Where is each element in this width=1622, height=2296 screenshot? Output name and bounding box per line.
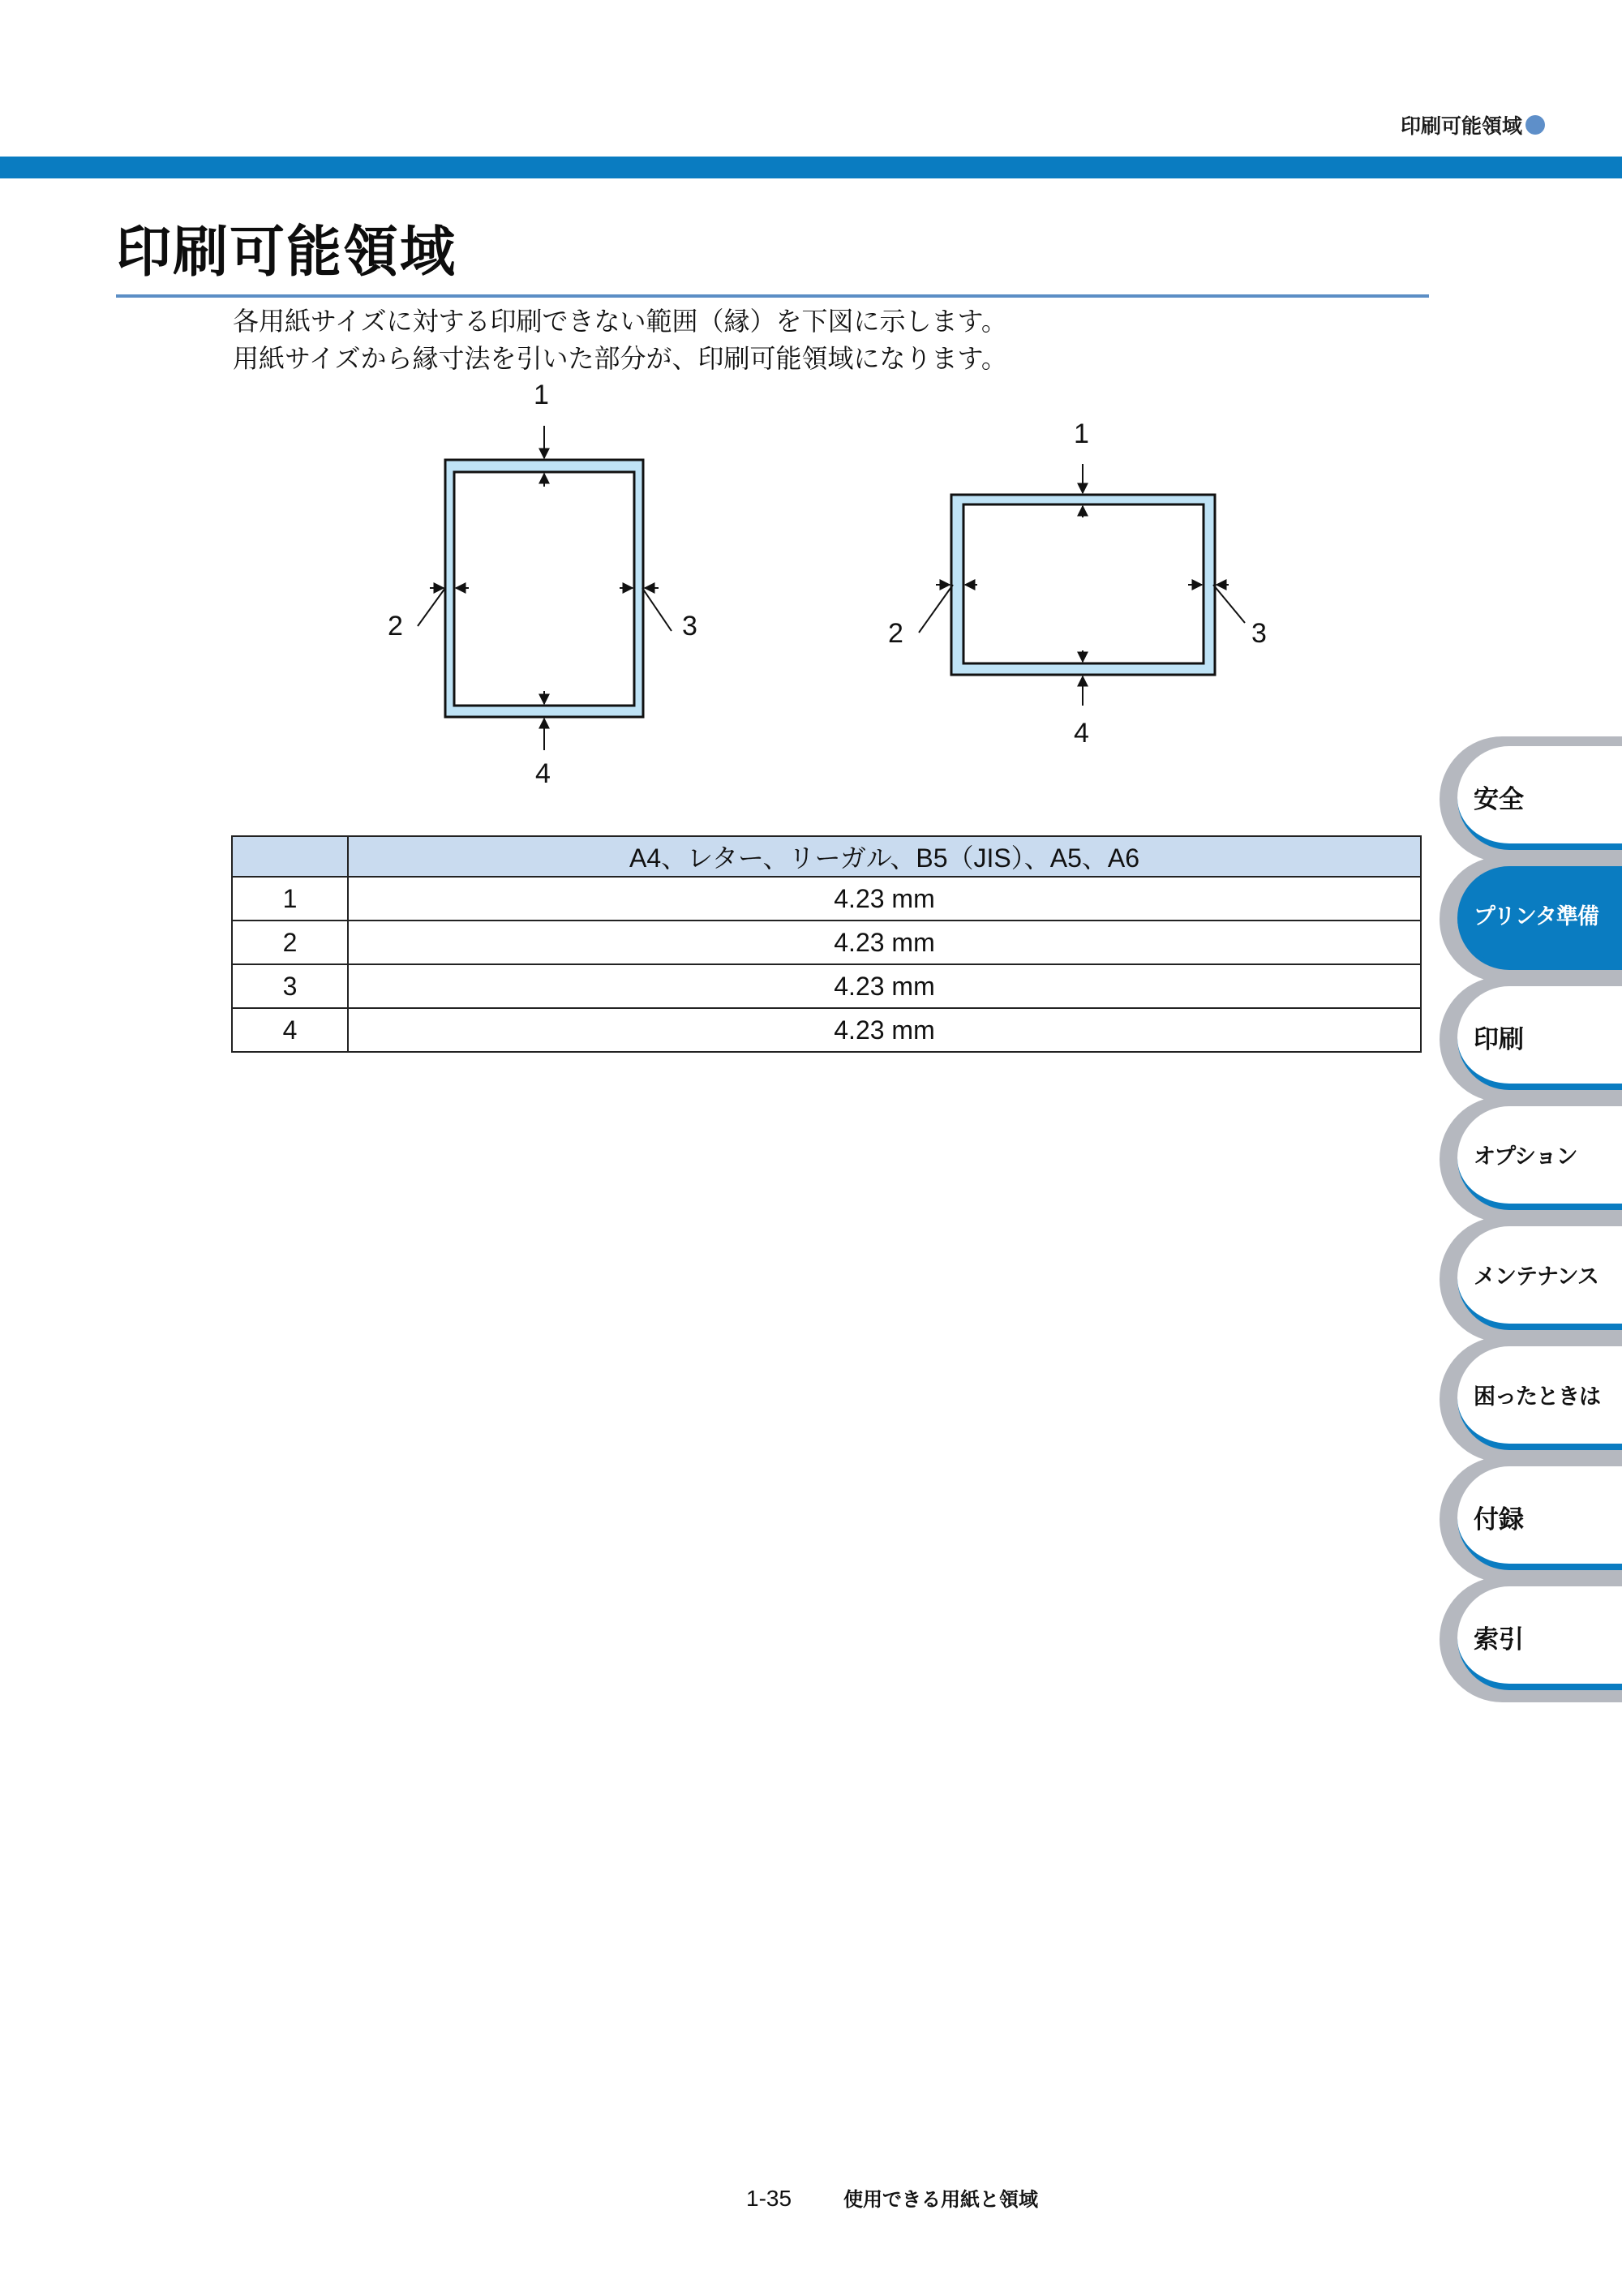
table-row (232, 1008, 1421, 1052)
portrait-paper (388, 380, 697, 789)
row-label: 1 (232, 877, 348, 921)
tab-options[interactable] (1440, 1097, 1622, 1222)
table-row (232, 877, 1421, 921)
table-row (232, 964, 1421, 1008)
row-value: 4.23 mm (348, 1008, 1421, 1052)
tab-safety[interactable] (1440, 736, 1622, 862)
portrait-label-right: 3 (682, 611, 697, 642)
table-header-row (232, 836, 1421, 877)
tab-troubleshooting[interactable] (1440, 1337, 1622, 1462)
chapter-title: 使用できる用紙と領域 (843, 2188, 1039, 2211)
tab-label: 印刷 (1474, 1025, 1524, 1054)
portrait-label-left: 2 (388, 611, 403, 642)
tab-label: 安全 (1474, 785, 1524, 814)
tab-printer-setup[interactable] (1440, 856, 1622, 982)
landscape-label-top: 1 (1074, 418, 1089, 449)
tab-label: 付録 (1474, 1505, 1524, 1534)
row-label: 4 (232, 1008, 348, 1052)
tab-maintenance[interactable] (1440, 1217, 1622, 1342)
page-footer (746, 2183, 1038, 2212)
chapter-tabs (1440, 0, 1622, 2296)
table-header-cell: A4、レター、リーガル、B5（JIS）、A5、A6 (348, 836, 1421, 877)
landscape-label-left: 2 (888, 618, 903, 649)
row-value: 4.23 mm (348, 921, 1421, 964)
tab-appendix[interactable] (1440, 1457, 1622, 1582)
tab-label: オプション (1474, 1144, 1577, 1169)
landscape-label-bottom: 4 (1074, 718, 1089, 749)
running-header-title: 印刷可能領域 (1400, 114, 1522, 138)
tab-label: 困ったときは (1474, 1384, 1600, 1410)
tab-printing[interactable] (1440, 976, 1622, 1102)
row-value: 4.23 mm (348, 964, 1421, 1008)
page-title: 印刷可能領域 (116, 221, 457, 285)
page-number: 1-35 (746, 2186, 792, 2211)
row-label: 2 (232, 921, 348, 964)
tab-label: プリンタ準備 (1474, 904, 1598, 929)
margin-table (231, 835, 1422, 1053)
landscape-paper (888, 418, 1267, 749)
tab-index[interactable] (1440, 1577, 1622, 1702)
tab-label: メンテナンス (1474, 1264, 1598, 1290)
portrait-label-top: 1 (534, 380, 549, 410)
intro-line-1: 各用紙サイズに対する印刷できない範囲（縁）を下図に示します。 (233, 306, 1007, 337)
portrait-label-bottom: 4 (535, 758, 551, 789)
printable-area-diagram (0, 0, 1379, 811)
row-label: 3 (232, 964, 348, 1008)
row-value: 4.23 mm (348, 877, 1421, 921)
intro-line-2: 用紙サイズから縁寸法を引いた部分が、印刷可能領域になります。 (233, 343, 1007, 374)
table-header-cell (232, 836, 348, 877)
tab-label: 索引 (1474, 1625, 1524, 1654)
table-row (232, 921, 1421, 964)
landscape-label-right: 3 (1251, 618, 1267, 649)
